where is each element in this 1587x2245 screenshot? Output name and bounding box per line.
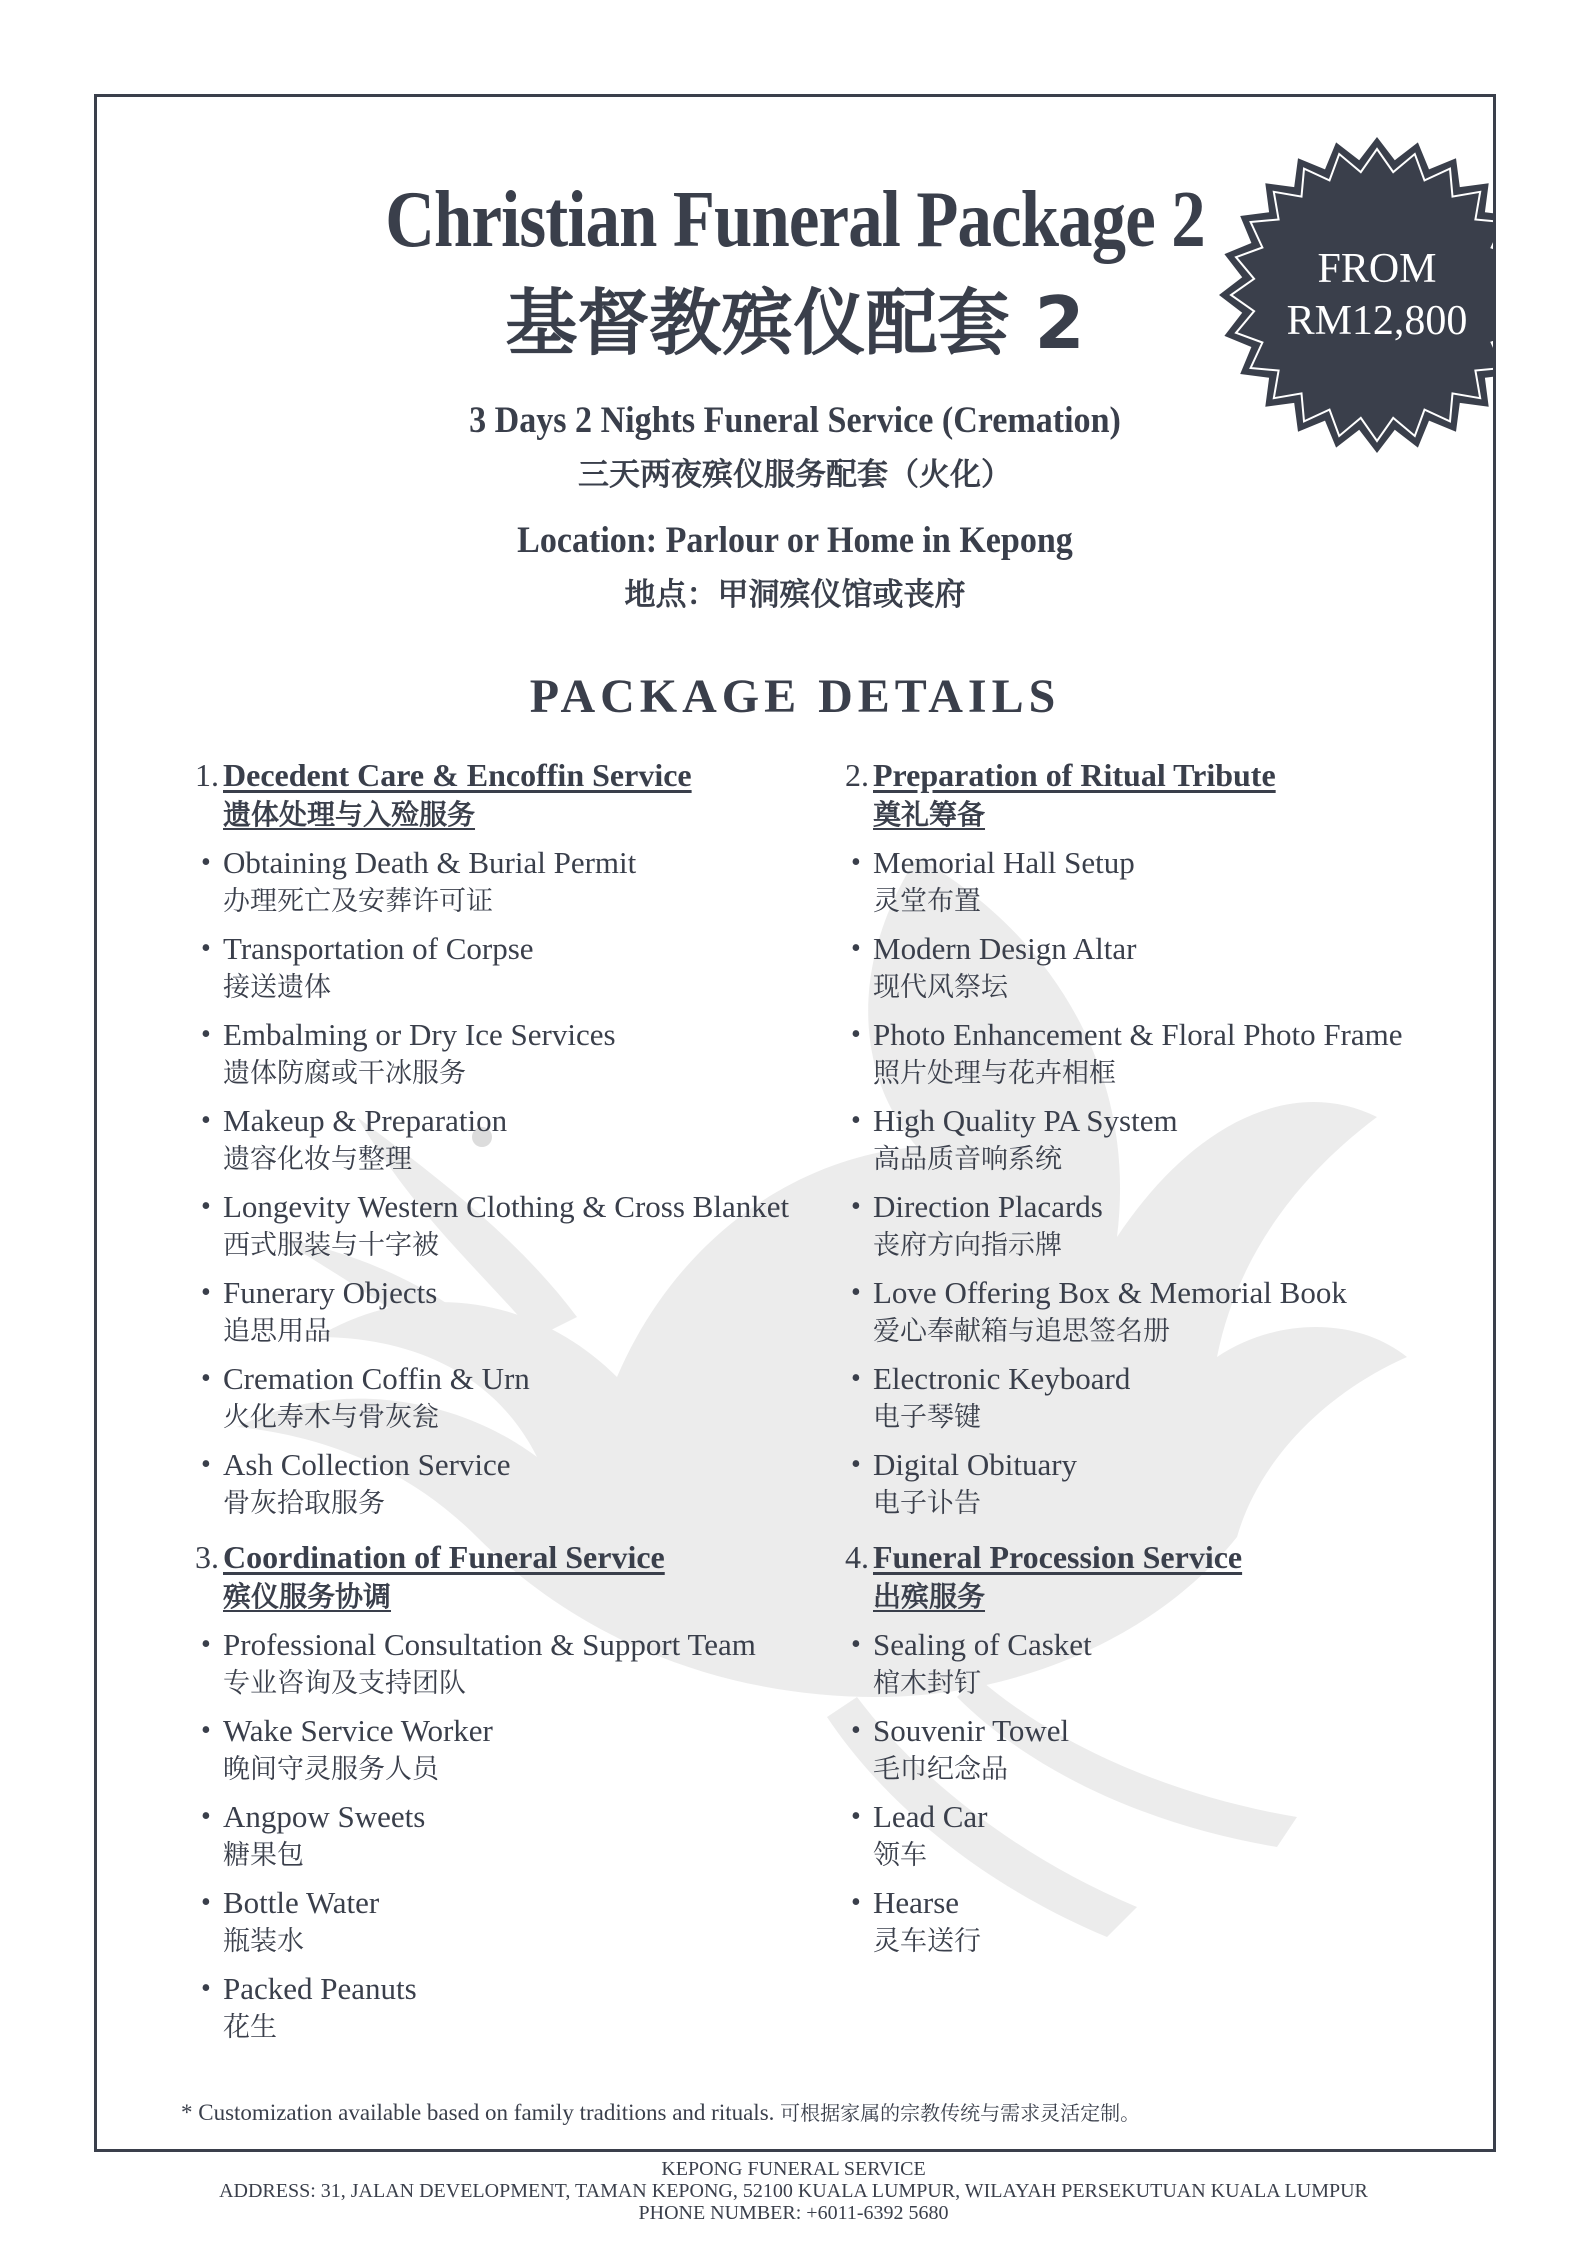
bullet-icon: •	[851, 1019, 861, 1050]
group-title: Funeral Procession Service	[873, 1539, 1243, 1575]
bullet-icon: •	[201, 1019, 211, 1050]
item-label: Packed Peanuts	[223, 1971, 417, 2006]
item-label: Bottle Water	[223, 1885, 380, 1920]
item-label: Direction Placards	[873, 1189, 1103, 1224]
group-title-chinese: 奠礼筹备	[873, 798, 986, 831]
list-item	[195, 1625, 815, 1703]
bullet-icon: •	[851, 933, 861, 964]
item-label-chinese: 晚间守灵服务人员	[223, 1754, 439, 1785]
list-item	[845, 1273, 1465, 1351]
item-label: Memorial Hall Setup	[873, 845, 1135, 880]
item-label: Electronic Keyboard	[873, 1361, 1131, 1396]
item-label-chinese: 遗容化妆与整理	[223, 1144, 412, 1175]
group-number: 3.	[195, 1539, 219, 1575]
bullet-icon: •	[201, 1363, 211, 1394]
document-frame	[94, 94, 1496, 2152]
item-label-chinese: 棺木封钉	[873, 1668, 981, 1699]
item-label: Embalming or Dry Ice Services	[223, 1017, 616, 1052]
service-duration: 3 Days 2 Nights Funeral Service (Cremation)	[469, 400, 1121, 441]
column-left-lower	[195, 1537, 815, 2097]
bullet-icon: •	[851, 1801, 861, 1832]
list-item	[195, 843, 815, 921]
item-label-chinese: 糖果包	[223, 1840, 304, 1871]
list-item	[195, 1359, 815, 1437]
list-item	[845, 1797, 1465, 1875]
list-item	[845, 1015, 1465, 1093]
group-title-chinese: 出殡服务	[873, 1580, 986, 1613]
list-item	[195, 1883, 815, 1961]
item-label: Professional Consultation & Support Team	[223, 1627, 756, 1662]
item-label: Obtaining Death & Burial Permit	[223, 845, 637, 880]
bullet-icon: •	[851, 1629, 861, 1660]
bullet-icon: •	[851, 1277, 861, 1308]
bullet-icon: •	[851, 847, 861, 878]
item-label-chinese: 照片处理与花卉相框	[873, 1058, 1116, 1089]
bullet-icon: •	[851, 1715, 861, 1746]
list-item	[195, 1101, 815, 1179]
item-label-chinese: 丧府方向指示牌	[873, 1230, 1062, 1261]
customization-note	[181, 2097, 1140, 2126]
item-label: Souvenir Towel	[873, 1713, 1070, 1748]
group-title: Decedent Care & Encoffin Service	[223, 757, 692, 793]
item-label: High Quality PA System	[873, 1103, 1178, 1138]
group-heading	[195, 1537, 815, 1617]
item-label: Cremation Coffin & Urn	[223, 1361, 530, 1396]
list-item	[845, 1883, 1465, 1961]
package-details-heading: PACKAGE DETAILS	[529, 670, 1061, 723]
item-label: Wake Service Worker	[223, 1713, 493, 1748]
group-title: Preparation of Ritual Tribute	[873, 757, 1276, 793]
list-item	[845, 1445, 1465, 1523]
bullet-icon: •	[201, 1277, 211, 1308]
item-label: Ash Collection Service	[223, 1447, 511, 1482]
group-procession	[845, 1537, 1465, 1961]
item-label-chinese: 专业咨询及支持团队	[223, 1668, 466, 1699]
item-label-chinese: 花生	[223, 2012, 277, 2043]
list-item	[195, 1187, 815, 1265]
item-label-chinese: 现代风祭坛	[873, 972, 1008, 1003]
service-location-chinese: 地点：甲洞殡仪馆或丧府	[624, 577, 966, 613]
group-decedent-care	[195, 755, 815, 1523]
list-item	[195, 1445, 815, 1523]
list-item	[845, 1359, 1465, 1437]
bullet-icon: •	[201, 1191, 211, 1222]
item-label: Angpow Sweets	[223, 1799, 426, 1834]
item-label-chinese: 爱心奉献箱与追思签名册	[873, 1316, 1170, 1347]
item-label: Funerary Objects	[223, 1275, 438, 1310]
column-right	[845, 755, 1465, 1573]
column-right-lower	[845, 1537, 1465, 2011]
group-title: Coordination of Funeral Service	[223, 1539, 665, 1575]
list-item	[195, 929, 815, 1007]
bullet-icon: •	[201, 1973, 211, 2004]
bullet-icon: •	[851, 1105, 861, 1136]
list-item	[845, 929, 1465, 1007]
footer-phone: PHONE NUMBER: +6011-6392 5680	[638, 2202, 949, 2224]
list-item	[845, 843, 1465, 921]
item-label: Hearse	[873, 1885, 960, 1920]
bullet-icon: •	[851, 1363, 861, 1394]
list-item	[195, 1273, 815, 1351]
item-label: Transportation of Corpse	[223, 931, 534, 966]
item-label-chinese: 高品质音响系统	[873, 1144, 1062, 1175]
item-label: Longevity Western Clothing & Cross Blanket	[223, 1189, 790, 1224]
package-title-chinese: 基督教殡仪配套 2	[505, 281, 1085, 365]
bullet-icon: •	[201, 1105, 211, 1136]
group-title-chinese: 遗体处理与入殓服务	[223, 798, 476, 831]
item-label-chinese: 电子讣告	[873, 1488, 981, 1519]
price-from-label: FROM	[1317, 246, 1437, 292]
item-label: Photo Enhancement & Floral Photo Frame	[873, 1017, 1403, 1052]
item-label-chinese: 接送遗体	[223, 972, 331, 1003]
service-duration-chinese: 三天两夜殡仪服务配套（火化）	[578, 457, 1012, 493]
footer-address: ADDRESS: 31, JALAN DEVELOPMENT, TAMAN KEPONG, 52100 KUALA LUMPUR, WILAYAH PERSEKUTUAN KUALA LUMPUR	[219, 2180, 1368, 2202]
column-left	[195, 755, 815, 1573]
item-label: Lead Car	[873, 1799, 988, 1834]
item-label-chinese: 毛巾纪念品	[873, 1754, 1008, 1785]
bullet-icon: •	[851, 1191, 861, 1222]
footer	[0, 2158, 1587, 2224]
item-label-chinese: 遗体防腐或干冰服务	[223, 1058, 466, 1089]
group-number: 1.	[195, 757, 219, 793]
item-label-chinese: 办理死亡及安葬许可证	[223, 886, 493, 917]
item-label-chinese: 火化寿木与骨灰瓮	[223, 1402, 439, 1433]
bullet-icon: •	[201, 1887, 211, 1918]
item-label-chinese: 西式服装与十字被	[223, 1230, 439, 1261]
bullet-icon: •	[851, 1887, 861, 1918]
item-label-chinese: 电子琴键	[873, 1402, 981, 1433]
group-ritual-tribute	[845, 755, 1465, 1523]
bullet-icon: •	[851, 1449, 861, 1480]
item-label-chinese: 骨灰拾取服务	[223, 1488, 385, 1519]
list-item	[845, 1711, 1465, 1789]
item-label-chinese: 追思用品	[223, 1316, 331, 1347]
group-number: 4.	[845, 1539, 869, 1575]
note-text-cn: 可根据家属的宗教传统与需求灵活定制。	[780, 2101, 1141, 2125]
list-item	[195, 1711, 815, 1789]
bullet-icon: •	[201, 1629, 211, 1660]
group-number: 2.	[845, 757, 869, 793]
price-value: RM12,800	[1286, 298, 1468, 344]
item-label: Makeup & Preparation	[223, 1103, 508, 1138]
footer-company: KEPONG FUNERAL SERVICE	[661, 2158, 926, 2180]
bullet-icon: •	[201, 933, 211, 964]
service-location: Location: Parlour or Home in Kepong	[517, 520, 1073, 561]
group-title-chinese: 殡仪服务协调	[223, 1580, 392, 1613]
item-label: Modern Design Altar	[873, 931, 1137, 966]
group-coordination	[195, 1537, 815, 2047]
list-item	[195, 1015, 815, 1093]
bullet-icon: •	[201, 1801, 211, 1832]
bullet-icon: •	[201, 1715, 211, 1746]
list-item	[845, 1625, 1465, 1703]
list-item	[195, 1797, 815, 1875]
group-heading	[845, 1537, 1465, 1617]
group-heading	[195, 755, 815, 835]
list-item	[845, 1187, 1465, 1265]
item-label: Sealing of Casket	[873, 1627, 1092, 1662]
bullet-icon: •	[201, 1449, 211, 1480]
item-label-chinese: 灵堂布置	[873, 886, 981, 917]
item-label: Digital Obituary	[873, 1447, 1078, 1482]
item-label-chinese: 灵车送行	[873, 1926, 981, 1957]
bullet-icon: •	[201, 847, 211, 878]
list-item	[195, 1969, 815, 2047]
note-text-en: * Customization available based on family traditions and rituals.	[181, 2100, 775, 2125]
list-item	[845, 1101, 1465, 1179]
item-label: Love Offering Box & Memorial Book	[873, 1275, 1347, 1310]
package-title: Christian Funeral Package 2	[385, 176, 1205, 264]
group-heading	[845, 755, 1465, 835]
item-label-chinese: 瓶装水	[223, 1926, 304, 1957]
item-label-chinese: 领车	[873, 1840, 927, 1871]
